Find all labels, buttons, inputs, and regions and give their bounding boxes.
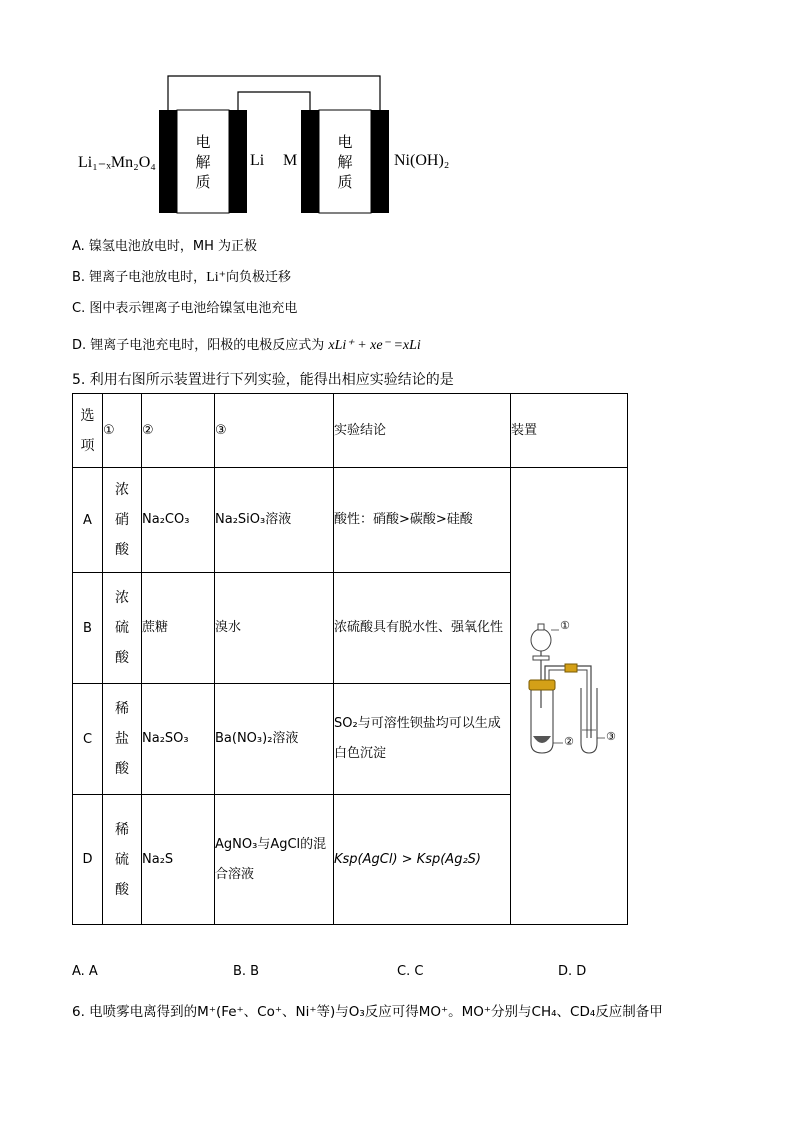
right-electrode-label: Ni(OH)₂ bbox=[394, 152, 450, 169]
row-d-r2: Na₂S bbox=[142, 795, 215, 925]
row-c-conclusion: SO₂与可溶性钡盐均可以生成白色沉淀 bbox=[334, 684, 511, 795]
row-a-option: A bbox=[73, 468, 103, 573]
table-row bbox=[73, 468, 628, 573]
answer-a: A. A bbox=[72, 964, 98, 979]
row-b-conclusion: 浓硫酸具有脱水性、强氧化性 bbox=[334, 573, 511, 684]
electrolyte-right-label: 电解质 bbox=[337, 133, 353, 191]
apparatus-diagram bbox=[519, 618, 624, 778]
row-c-r1: 稀盐酸 bbox=[115, 701, 129, 777]
row-d-r3: AgNO₃与AgCl的混合溶液 bbox=[215, 795, 334, 925]
row-a-conclusion: 酸性：硝酸>碳酸>硅酸 bbox=[334, 468, 511, 573]
row-b-r3: 溴水 bbox=[215, 573, 334, 684]
apparatus-label-1: ① bbox=[560, 619, 570, 632]
row-b-option: B bbox=[73, 573, 103, 684]
li-label: Li bbox=[250, 152, 265, 169]
electrode-left-outer bbox=[159, 110, 177, 213]
header-c2: ② bbox=[142, 394, 215, 468]
option-d-eq: xLi⁺ + xe⁻ =xLi bbox=[328, 338, 421, 353]
row-d-conclusion: Ksp(AgCl) > Ksp(Ag₂S) bbox=[334, 795, 511, 925]
electrode-right-inner bbox=[301, 110, 319, 213]
apparatus-label-3: ③ bbox=[606, 730, 616, 743]
answer-d: D. D bbox=[558, 964, 587, 979]
option-b bbox=[72, 266, 291, 286]
header-device: 装置 bbox=[511, 394, 628, 468]
apparatus-cell bbox=[511, 468, 628, 925]
row-a-r3: Na₂SiO₃溶液 bbox=[215, 468, 334, 573]
row-a-r2: Na₂CO₃ bbox=[142, 468, 215, 573]
row-a-r1: 浓硝酸 bbox=[115, 482, 129, 558]
electrode-left-inner bbox=[229, 110, 247, 213]
table-header-row bbox=[73, 394, 628, 468]
answer-b: B. B bbox=[233, 964, 260, 979]
row-c-r2: Na₂SO₃ bbox=[142, 684, 215, 795]
q6-stem: 6. 电喷雾电离得到的M⁺(Fe⁺、Co⁺、Ni⁺等)与O₃反应可得MO⁺。MO⁺分别与CH₄、CD₄反应制备甲 bbox=[72, 1004, 663, 1020]
apparatus-label-2: ② bbox=[564, 735, 574, 748]
header-c1: ① bbox=[103, 394, 142, 468]
header-conclusion: 实验结论 bbox=[334, 394, 511, 468]
row-d-r1: 稀硫酸 bbox=[115, 821, 129, 898]
row-c-option: C bbox=[73, 684, 103, 795]
outer-wire bbox=[168, 76, 380, 110]
option-c: C. 图中表示锂离子电池给镍氢电池充电 bbox=[72, 301, 298, 316]
option-b-post: 向负极迁移 bbox=[226, 270, 292, 285]
row-b-r2: 蔗糖 bbox=[142, 573, 215, 684]
option-d-pre: D. 锂离子电池充电时，阳极的电极反应式为 bbox=[72, 338, 325, 353]
option-b-ion: Li⁺ bbox=[206, 270, 227, 285]
header-c3: ③ bbox=[215, 394, 334, 468]
option-d bbox=[72, 334, 421, 354]
left-electrode-label: Li₁₋ₓMn₂O₄ bbox=[78, 154, 156, 171]
option-a: A. 镍氢电池放电时，MH 为正极 bbox=[72, 239, 258, 254]
inner-wire bbox=[238, 92, 310, 110]
electrode-right-outer bbox=[371, 110, 389, 213]
electrolyte-left-label: 电解质 bbox=[195, 133, 211, 191]
battery-diagram bbox=[150, 70, 400, 220]
answer-c: C. C bbox=[397, 964, 424, 979]
row-d-option: D bbox=[73, 795, 103, 925]
row-b-r1: 浓硫酸 bbox=[115, 590, 129, 666]
header-option: 选项 bbox=[80, 407, 95, 454]
row-c-r3: Ba(NO₃)₂溶液 bbox=[215, 684, 334, 795]
m-label: M bbox=[283, 152, 298, 169]
option-b-pre: B. 锂离子电池放电时， bbox=[72, 270, 207, 285]
q5-stem: 5. 利用右图所示装置进行下列实验，能得出相应实验结论的是 bbox=[72, 372, 454, 388]
q5-table bbox=[72, 393, 628, 925]
